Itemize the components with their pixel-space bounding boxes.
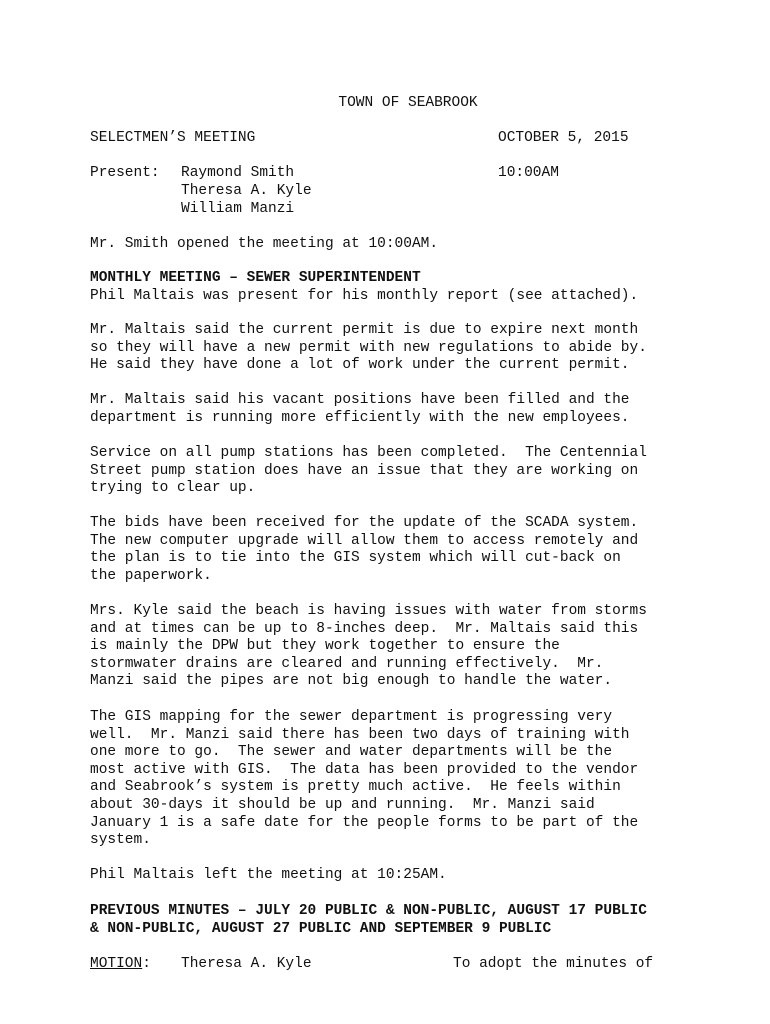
paragraph-line: He said they have done a lot of work under the current permit. [90,357,630,374]
paragraph-beach [90,603,690,691]
paragraph-line: The GIS mapping for the sewer department is progressing very [90,709,613,725]
meeting-date: OCTOBER 5, 2015 [498,130,629,146]
present-name: Theresa A. Kyle [181,183,312,199]
paragraph-line: most active with GIS. The data has been provided to the vendor [90,761,639,778]
paragraph-line: is mainly the DPW but they work together to ensure the [90,638,560,655]
sewer-intro: Phil Maltais was present for his monthly report (see attached). [90,288,639,304]
paragraph-scada [90,515,690,585]
section-heading-sewer: MONTHLY MEETING – SEWER SUPERINTENDENT [90,270,421,286]
motion-colon: : [142,956,151,972]
paragraph-gis [90,709,690,850]
paragraph-line: Mr. Maltais said his vacant positions have been filled and the [90,392,630,408]
paragraph-line: Manzi said the pipes are not big enough to handle the water. [90,673,613,690]
paragraph-line: system. [90,832,151,849]
paragraph-line: and at times can be up to 8-inches deep. Mr. Maltais said this [90,620,639,637]
section-heading-minutes-cont: & NON-PUBLIC, AUGUST 27 PUBLIC AND SEPTEMBER 9 PUBLIC [90,921,552,937]
paragraph-line: department is running more efficiently with the new employees. [90,409,630,426]
paragraph-pump-stations [90,445,690,498]
paragraph-line: The new computer upgrade will allow them to access remotely and [90,532,639,549]
town-title: TOWN OF SEABROOK [338,95,478,111]
paragraph-line: Mr. Maltais said the current permit is due to expire next month [90,322,639,338]
paragraph-line: Service on all pump stations has been completed. The Centennial [90,445,647,461]
paragraph-line: trying to clear up. [90,480,256,497]
paragraph-line: Street pump station does have an issue that they are working on [90,462,639,479]
paragraph-permit [90,322,690,375]
section-heading-minutes: PREVIOUS MINUTES – JULY 20 PUBLIC & NON-PUBLIC, AUGUST 17 PUBLIC [90,903,647,919]
meeting-time: 10:00AM [498,165,559,181]
meeting-title: SELECTMEN’S MEETING [90,130,256,146]
paragraph-line: and Seabrook’s system is pretty much active. He feels within [90,779,621,796]
paragraph-line: The bids have been received for the update of the SCADA system. [90,515,639,531]
paragraph-line: stormwater drains are cleared and running effectively. Mr. [90,655,604,672]
motion-by: Theresa A. Kyle [181,956,312,972]
motion-label [90,955,151,973]
paragraph-line: one more to go. The sewer and water departments will be the [90,744,613,761]
paragraph-line: January 1 is a safe date for the people forms to be part of the [90,814,639,831]
motion-text: To adopt the minutes of [453,956,654,972]
departure-note: Phil Maltais left the meeting at 10:25AM. [90,867,447,883]
paragraph-line: about 30-days it should be up and running. Mr. Manzi said [90,796,595,813]
opening-statement: Mr. Smith opened the meeting at 10:00AM. [90,236,439,252]
paragraph-positions [90,392,690,427]
motion-label-text: MOTION [90,956,143,972]
paragraph-line: Mrs. Kyle said the beach is having issues with water from storms [90,603,647,619]
paragraph-line: the paperwork. [90,567,212,584]
paragraph-line: the plan is to tie into the GIS system which will cut-back on [90,550,621,567]
present-label: Present: [90,165,160,181]
paragraph-line: well. Mr. Manzi said there has been two days of training with [90,726,630,743]
paragraph-line: so they will have a new permit with new regulations to abide by. [90,339,647,356]
present-name: William Manzi [181,201,295,217]
present-name: Raymond Smith [181,165,295,181]
